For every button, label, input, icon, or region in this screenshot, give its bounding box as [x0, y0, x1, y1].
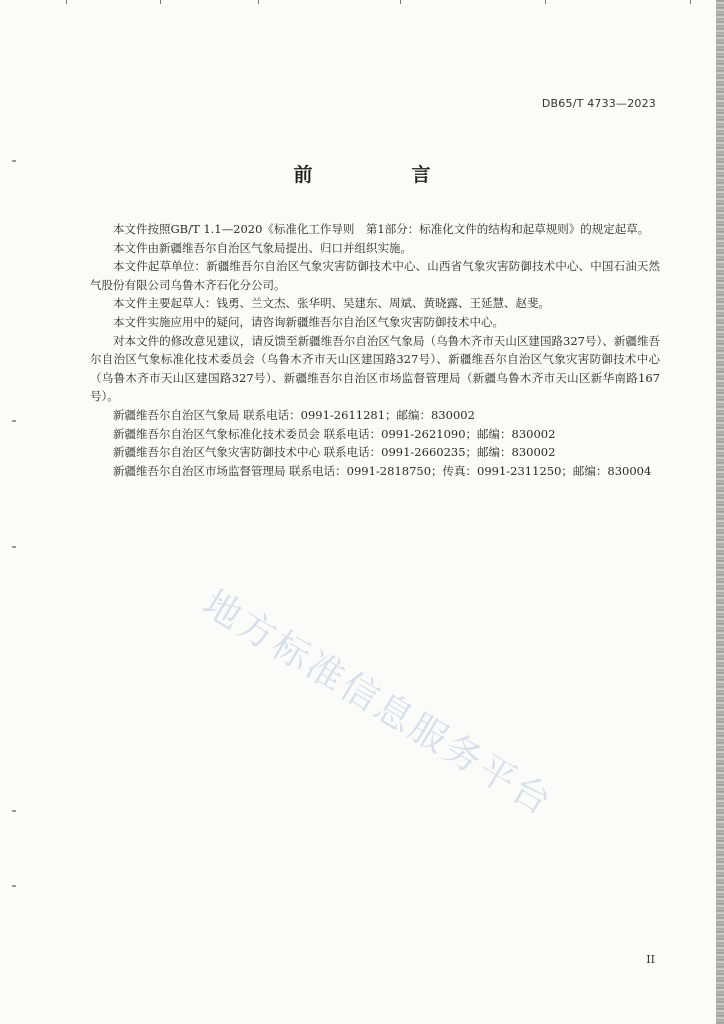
- contact-line: 新疆维吾尔自治区气象灾害防御技术中心 联系电话：0991-2660235；邮编：830002: [113, 445, 556, 460]
- scan-mark: [12, 546, 16, 548]
- paragraph: 本文件起草单位：新疆维吾尔自治区气象灾害防御技术中心、山西省气象灾害防御技术中心、中国石油天然气股份有限公司乌鲁木齐石化分公司。: [90, 259, 660, 292]
- foreword-body: [90, 220, 660, 480]
- page-title: 前 言: [293, 164, 471, 186]
- paragraph: 本文件由新疆维吾尔自治区气象局提出、归口并组织实施。: [113, 240, 412, 255]
- watermark: 地方标准信息服务平台: [195, 581, 561, 825]
- paragraph: 本文件实施应用中的疑问，请咨询新疆维吾尔自治区气象灾害防御技术中心。: [113, 314, 504, 329]
- paragraph: 本文件主要起草人：钱勇、兰文杰、张华明、吴建东、周斌、黄晓露、王延慧、赵斐。: [113, 296, 550, 311]
- contact-line: 新疆维吾尔自治区气象标准化技术委员会 联系电话：0991-2621090；邮编：830002: [113, 426, 556, 441]
- contact-line: 新疆维吾尔自治区市场监督管理局 联系电话：0991-2818750；传真：0991-2311250；邮编：830004: [113, 463, 652, 478]
- scan-mark: [12, 420, 16, 422]
- scan-edge: [716, 0, 724, 1024]
- scan-top-ticks: [0, 0, 724, 4]
- document-code: DB65/T 4733—2023: [541, 97, 656, 110]
- page-number: II: [646, 953, 655, 966]
- paragraph: 对本文件的修改意见建议，请反馈至新疆维吾尔自治区气象局（乌鲁木齐市天山区建国路327号）、新疆维吾尔自治区气象标准化技术委员会（乌鲁木齐市天山区建国路327号）、新疆维吾尔自治区气象灾害防御技术中心（乌鲁木齐市天山区建国路327号）、新疆维吾尔自治区市场监督管理局（新疆乌鲁木齐市天山区新华南路167号）。: [90, 333, 660, 404]
- scan-mark: [12, 885, 16, 887]
- scan-mark: [12, 810, 16, 812]
- paragraph: 本文件按照GB/T 1.1—2020《标准化工作导则 第1部分：标准化文件的结构和起草规则》的规定起草。: [113, 222, 650, 236]
- contact-line: 新疆维吾尔自治区气象局 联系电话：0991-2611281；邮编：830002: [113, 407, 475, 422]
